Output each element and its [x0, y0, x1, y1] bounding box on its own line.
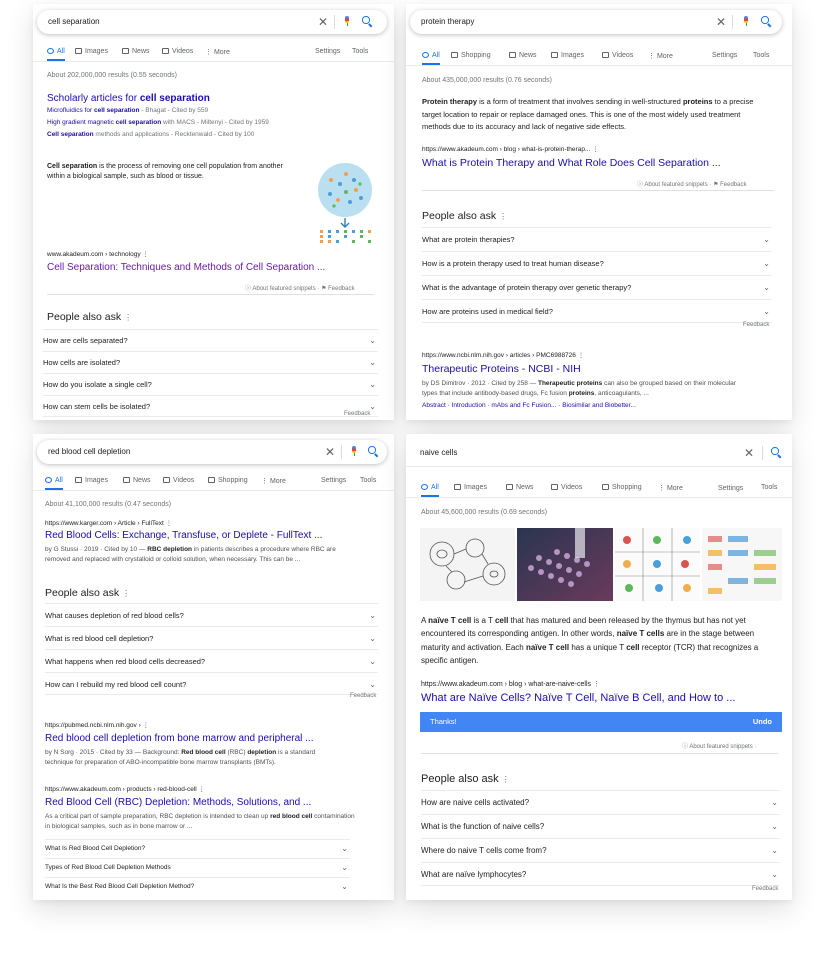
voice-search-icon[interactable]	[351, 446, 357, 456]
paa-question[interactable]: What are naïve lymphocytes? ⌄	[421, 862, 780, 886]
search-box[interactable]	[410, 10, 782, 34]
result-stats: About 45,600,000 results (0.69 seconds)	[421, 509, 548, 516]
cell-separation-illustration	[316, 160, 374, 248]
chevron-down-icon: ⌄	[369, 680, 376, 689]
news-icon	[506, 484, 513, 490]
tools-link[interactable]: Tools	[352, 48, 369, 55]
tab-videos[interactable]: Videos	[602, 52, 633, 59]
shopping-icon	[602, 484, 609, 490]
paa-question[interactable]: How is a protein therapy used to treat human disease? ⌄	[422, 251, 772, 275]
tab-videos[interactable]: Videos	[162, 48, 193, 55]
search-query[interactable]: cell separation	[48, 17, 100, 26]
result-image-diagram[interactable]	[420, 528, 515, 601]
sitelinks: Abstract · Introduction · mAbs and Fc Fusion... · Biosimilar and Biobetter...	[422, 402, 636, 409]
scholar-item[interactable]: Microfluidics for cell separation - Bhagat - Cited by 559	[47, 107, 209, 114]
tab-shopping[interactable]: Shopping	[208, 477, 248, 484]
result-snippet: by G Stussi · 2019 · Cited by 10 — RBC depletion in patients describes a procedure where RBC are removed and replaced with crystalloid or colloid solution, when necessary. This can be ...	[45, 546, 336, 563]
serp-panel-naive-cells	[406, 434, 792, 900]
voice-search-icon[interactable]	[344, 16, 350, 26]
search-tab-icon	[422, 52, 429, 58]
result-url: https://pubmed.ncbi.nlm.nih.gov › ⋮	[45, 722, 150, 729]
tab-shopping[interactable]: Shopping	[451, 52, 491, 59]
clear-icon[interactable]: ✕	[744, 446, 755, 460]
tabs-divider	[33, 490, 394, 491]
result-url: https://www.karger.com › Article › FullText ⋮	[45, 520, 173, 527]
tab-news[interactable]: News	[122, 48, 150, 55]
videos-icon	[163, 477, 170, 483]
search-icon[interactable]	[368, 446, 379, 457]
featured-snippet-text: Protein therapy is a form of treatment that involves sending in well-structured proteins to a precise target location to repair or replace damaged ones. This is one of the most widely used treatment methods due to its accuracy and lack of negative side effects.	[422, 97, 754, 131]
videos-icon	[551, 484, 558, 490]
sitelink-row[interactable]: What Is the Best Red Blood Cell Depletion Method? ⌄	[45, 877, 350, 896]
result-title-link[interactable]: Red Blood Cell (RBC) Depletion: Methods, Solutions, and ...	[45, 797, 312, 808]
tab-images[interactable]: Images	[75, 48, 108, 55]
chevron-down-icon: ⌄	[341, 863, 348, 872]
tab-all[interactable]: All	[422, 52, 440, 59]
result-url: https://www.akadeum.com › blog › what-is-protein-therap... ⋮	[422, 146, 599, 153]
chevron-down-icon: ⌄	[341, 882, 348, 891]
tab-shopping[interactable]: Shopping	[602, 484, 642, 491]
serp-panel-protein-therapy	[406, 4, 792, 420]
chevron-down-icon: ⌄	[763, 283, 770, 292]
people-also-ask-heading: People also ask ⋮	[45, 587, 131, 599]
videos-icon	[162, 48, 169, 54]
about-featured-snippets[interactable]: ⓘ About featured snippets · ⚑ Feedback	[637, 182, 747, 188]
tab-images[interactable]: Images	[551, 52, 584, 59]
tab-videos[interactable]: Videos	[163, 477, 194, 484]
paa-question[interactable]: How are naive cells activated? ⌄	[421, 790, 780, 814]
chevron-down-icon: ⌄	[763, 235, 770, 244]
images-icon	[75, 48, 82, 54]
tab-images[interactable]: Images	[75, 477, 108, 484]
chevron-down-icon: ⌄	[369, 336, 376, 345]
paa-question[interactable]: Where do naive T cells come from? ⌄	[421, 838, 780, 862]
chevron-down-icon: ⌄	[369, 634, 376, 643]
news-icon	[509, 52, 516, 58]
shopping-icon	[451, 52, 458, 58]
image-strip	[420, 528, 782, 601]
tab-images[interactable]: Images	[454, 484, 487, 491]
tools-link[interactable]: Tools	[360, 477, 377, 484]
paa-question[interactable]: What causes depletion of red blood cells? ⌄	[45, 603, 378, 626]
result-url: https://www.ncbi.nlm.nih.gov › articles › PMC6988726 ⋮	[422, 352, 585, 359]
result-snippet: by DS Dimitrov · 2012 · Cited by 258 — Therapeutic proteins can also be grouped based on their molecular types that include antibody-based drugs, Fc fusion proteins, anticoagulants, ...	[422, 380, 736, 397]
result-url: https://www.akadeum.com › products › red-blood-cell ⋮	[45, 786, 206, 793]
search-icon[interactable]	[362, 16, 373, 27]
result-image-microplate[interactable]	[517, 528, 612, 601]
paa-question[interactable]: How are cells separated? ⌄	[43, 329, 378, 351]
search-icon[interactable]	[761, 16, 772, 27]
tab-news[interactable]: News	[509, 52, 537, 59]
divider	[47, 294, 374, 295]
chevron-down-icon: ⌄	[369, 402, 376, 411]
result-title-link[interactable]: Therapeutic Proteins - NCBI - NIH	[422, 363, 581, 375]
paa-question[interactable]: How can stem cells be isolated? ⌄	[43, 395, 378, 417]
search-tab-icon	[47, 48, 54, 54]
search-icon[interactable]	[771, 447, 782, 458]
scholar-item[interactable]: High gradient magnetic cell separation with MACS - Miltenyi - Cited by 1959	[47, 119, 269, 126]
settings-link[interactable]: Settings	[712, 52, 738, 59]
search-tab-icon	[421, 484, 428, 490]
chevron-down-icon: ⌄	[369, 657, 376, 666]
feedback-link[interactable]: Feedback	[752, 886, 779, 892]
result-snippet: As a critical part of sample preparation, RBC depletion is intended to clean up red blood cell contamination in biological samples, such as in bone marrow or ...	[45, 813, 355, 830]
divider	[334, 15, 335, 29]
paa-question[interactable]: What is red blood cell depletion? ⌄	[45, 626, 378, 649]
news-icon	[122, 48, 129, 54]
clear-icon[interactable]: ✕	[716, 15, 727, 29]
divider	[762, 446, 763, 460]
chevron-down-icon: ⌄	[771, 846, 778, 855]
result-stats: About 202,000,000 results (0.55 seconds)	[47, 72, 177, 79]
chevron-down-icon: ⌄	[763, 307, 770, 316]
paa-question[interactable]: How are proteins used in medical field? ⌄	[422, 299, 772, 323]
images-icon	[75, 477, 82, 483]
divider	[732, 15, 733, 29]
chevron-down-icon: ⌄	[771, 870, 778, 879]
chevron-down-icon: ⌄	[771, 822, 778, 831]
chevron-down-icon: ⌄	[763, 259, 770, 268]
divider	[341, 445, 342, 459]
tabs-divider	[33, 61, 394, 62]
paa-question[interactable]: What are protein therapies? ⌄	[422, 227, 772, 251]
result-stats: About 41,100,000 results (0.47 seconds)	[45, 501, 172, 508]
sitelink[interactable]: Abstract	[422, 402, 446, 409]
people-also-ask-heading: People also ask ⋮	[421, 773, 510, 785]
tools-link[interactable]: Tools	[761, 484, 778, 491]
tabs-divider	[406, 497, 792, 498]
result-image-schematic[interactable]	[615, 528, 701, 601]
feedback-link[interactable]: Feedback	[344, 411, 371, 417]
people-also-ask-heading: People also ask ⋮	[422, 210, 508, 222]
sitelink[interactable]: mAbs and Fc Fusion...	[491, 402, 557, 409]
scholar-item[interactable]: Cell separation methods and applications - Recktenwald - Cited by 100	[47, 131, 255, 138]
about-featured-snippets[interactable]: ⓘ About featured snippets · ⚑ Feedback	[245, 286, 355, 292]
chevron-down-icon: ⌄	[369, 380, 376, 389]
tabs-divider	[406, 65, 792, 66]
clear-icon[interactable]: ✕	[318, 15, 329, 29]
images-icon	[551, 52, 558, 58]
tab-all[interactable]: All	[421, 484, 439, 491]
serp-panel-cell-separation	[33, 4, 394, 420]
tab-news[interactable]: News	[123, 477, 151, 484]
videos-icon	[602, 52, 609, 58]
serp-panel-red-blood-cell-depletion	[33, 434, 394, 900]
paa-question[interactable]: How do you isolate a single cell? ⌄	[43, 373, 378, 395]
paa-question[interactable]: What is the function of naive cells? ⌄	[421, 814, 780, 838]
sitelink[interactable]: Introduction	[451, 402, 486, 409]
feedback-link[interactable]: Feedback	[743, 322, 770, 328]
tab-all[interactable]: All	[47, 48, 65, 55]
paa-question[interactable]: What happens when red blood cells decreased? ⌄	[45, 649, 378, 672]
divider	[422, 190, 774, 191]
tab-videos[interactable]: Videos	[551, 484, 582, 491]
feedback-toast	[420, 712, 782, 732]
featured-snippet-text: Cell separation is the process of removing one cell population from another within a biological sample, such as blood or tissue.	[47, 163, 283, 180]
result-title-link[interactable]: What are Naïve Cells? Naïve T Cell, Naïve B Cell, and How to ...	[421, 692, 736, 704]
chevron-down-icon: ⌄	[369, 611, 376, 620]
about-featured-snippets[interactable]: ⓘ About featured snippets ·	[682, 744, 757, 750]
result-title-link[interactable]: Cell Separation: Techniques and Methods of Cell Separation ...	[47, 262, 326, 273]
sitelink[interactable]: Biosimilar and Biobetter...	[562, 402, 636, 409]
result-snippet: by N Sorg · 2015 · Cited by 33 — Background: Red blood cell (RBC) depletion is a standard technique for preparation of ABO-incompatible bone marrow transplants (BMTs).	[45, 749, 316, 766]
search-query[interactable]: red blood cell depletion	[48, 447, 131, 456]
search-box[interactable]	[37, 440, 387, 464]
chevron-down-icon: ⌄	[369, 358, 376, 367]
sitelink-row[interactable]: What Is Red Blood Cell Depletion? ⌄	[45, 839, 350, 858]
search-box[interactable]	[37, 10, 387, 34]
shopping-icon	[208, 477, 215, 483]
divider	[421, 753, 778, 754]
tab-more[interactable]: ⋮ More	[648, 53, 673, 60]
chevron-down-icon: ⌄	[771, 798, 778, 807]
news-icon	[123, 477, 130, 483]
tab-more[interactable]: ⋮ More	[658, 485, 683, 492]
search-tab-icon	[45, 477, 52, 483]
images-icon	[454, 484, 461, 490]
sitelink-row[interactable]: Types of Red Blood Cell Depletion Methods ⌄	[45, 858, 350, 877]
settings-link[interactable]: Settings	[315, 48, 341, 55]
scholar-heading[interactable]: Scholarly articles for cell separation	[47, 93, 210, 104]
voice-search-icon[interactable]	[743, 16, 749, 26]
undo-button[interactable]: Undo	[752, 717, 772, 726]
tab-more[interactable]: ⋮ More	[205, 49, 230, 56]
search-box[interactable]	[406, 441, 792, 467]
search-query[interactable]: naive cells	[420, 448, 458, 457]
tools-link[interactable]: Tools	[753, 52, 770, 59]
result-title-link[interactable]: Red Blood Cells: Exchange, Transfuse, or Deplete - FullText ...	[45, 530, 323, 541]
chevron-down-icon: ⌄	[341, 844, 348, 853]
result-stats: About 435,000,000 results (0.76 seconds)	[422, 77, 552, 84]
paa-question[interactable]: How can I rebuild my red blood cell count? ⌄	[45, 672, 378, 695]
result-title-link[interactable]: What is Protein Therapy and What Role Does Cell Separation ...	[422, 157, 721, 169]
featured-snippet-text: A naïve T cell is a T cell that has matured and been released by the thymus but has not yet encountered its corresponding antigen. In other words, naïve T cells are in the stage between maturity and activation. Each naïve T cell has a unique T cell receptor (TCR) that recognizes a specific antigen.	[421, 616, 759, 665]
clear-icon[interactable]: ✕	[325, 445, 336, 459]
tab-more[interactable]: ⋮ More	[261, 478, 286, 485]
tab-all[interactable]: All	[45, 477, 63, 484]
result-title-link[interactable]: Red blood cell depletion from bone marrow and peripheral ...	[45, 733, 314, 744]
result-url: www.akadeum.com › technology ⋮	[47, 251, 149, 258]
result-url: https://www.akadeum.com › blog › what-are-naive-cells ⋮	[421, 681, 600, 688]
people-also-ask-heading: People also ask ⋮	[47, 311, 133, 323]
settings-link[interactable]: Settings	[321, 477, 347, 484]
search-query[interactable]: protein therapy	[421, 17, 475, 26]
feedback-link[interactable]: Feedback	[350, 693, 377, 699]
settings-link[interactable]: Settings	[718, 485, 744, 492]
paa-question[interactable]: How cells are isolated? ⌄	[43, 351, 378, 373]
tab-news[interactable]: News	[506, 484, 534, 491]
paa-question[interactable]: What is the advantage of protein therapy over genetic therapy? ⌄	[422, 275, 772, 299]
thanks-message: Thanks!	[430, 717, 457, 726]
result-image-figure[interactable]	[702, 528, 782, 601]
